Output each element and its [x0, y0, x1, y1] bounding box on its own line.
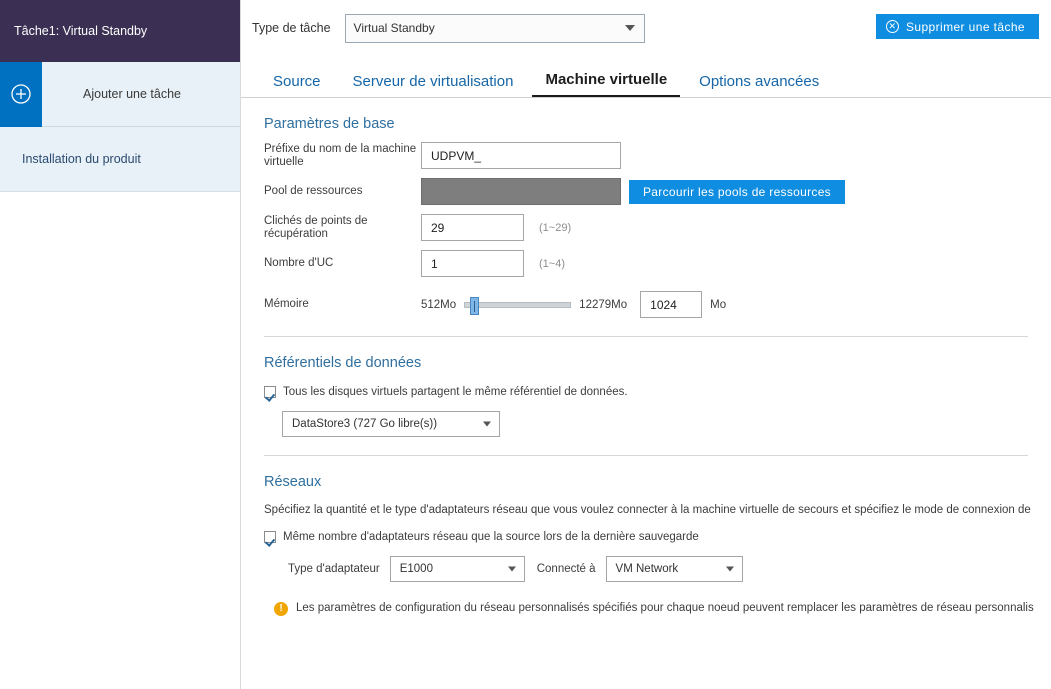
connected-to-select-value: VM Network [615, 563, 679, 575]
adapter-type-select[interactable] [390, 556, 525, 582]
task-type-label: Type de tâche [252, 21, 331, 35]
form-body [241, 98, 1051, 616]
resource-pool-label: Pool de ressources [264, 185, 363, 197]
field-row-memory [241, 291, 1051, 318]
connected-to-select[interactable] [606, 556, 743, 582]
section-title-basic: Paramètres de base [264, 116, 395, 132]
memory-max-label: 12279Mo [579, 298, 628, 311]
snapshots-input[interactable] [421, 214, 524, 241]
adapter-type-select-value: E1000 [399, 563, 433, 575]
browse-resource-pools-button[interactable] [629, 180, 845, 204]
field-row-resource-pool [241, 178, 1051, 205]
snapshots-hint: (1~29) [539, 221, 572, 234]
plus-circle-icon [0, 62, 42, 127]
tab-advanced-options-label: Options avancées [699, 73, 820, 90]
memory-unit-label: Mo [710, 298, 727, 311]
vm-prefix-label: Préfixe du nom de la machine virtuelle [264, 142, 417, 168]
cpu-count-hint: (1~4) [539, 257, 565, 270]
chevron-down-icon [483, 422, 491, 427]
same-adapter-count-checkbox-label: Même nombre d'adaptateurs réseau que la source lors de la dernière sauvegarde [283, 531, 699, 543]
sidebar-item-product-installation-label: Installation du produit [22, 152, 141, 166]
task-type-select-value: Virtual Standby [353, 21, 435, 35]
same-datastore-checkbox-label: Tous les disques virtuels partagent le même référentiel de données. [283, 386, 628, 398]
memory-label: Mémoire [264, 298, 309, 310]
same-datastore-checkbox-row [241, 385, 1051, 399]
delete-task-button-label: Supprimer une tâche [906, 19, 1025, 34]
vm-prefix-input[interactable] [421, 142, 621, 169]
cpu-count-input-value: 1 [431, 256, 438, 271]
main-content [241, 0, 1051, 689]
sidebar-item-add-task[interactable] [0, 62, 240, 127]
sidebar-task-header-label: Tâche1: Virtual Standby [14, 24, 148, 38]
memory-slider[interactable] [464, 302, 571, 308]
connected-to-label: Connecté à [536, 563, 596, 575]
field-row-vm-prefix [241, 142, 1051, 169]
adapter-settings-row [241, 556, 1051, 582]
same-adapter-count-checkbox-row [241, 530, 1051, 544]
warning-icon: ! [274, 602, 288, 616]
memory-min-label: 512Mo [421, 298, 457, 311]
close-circle-icon: ✕ [886, 20, 899, 33]
tab-virtualization-server[interactable] [340, 73, 527, 97]
sidebar [0, 0, 241, 689]
snapshots-label: Clichés de points de récupération [264, 214, 368, 240]
sidebar-task-header[interactable] [0, 0, 240, 62]
tab-source[interactable] [260, 73, 334, 97]
memory-input-value: 1024 [650, 297, 677, 312]
tab-virtual-machine-label: Machine virtuelle [545, 71, 668, 88]
section-title-datastores: Référentiels de données [264, 355, 422, 371]
chevron-down-icon [726, 567, 734, 572]
memory-input[interactable] [640, 291, 702, 318]
adapter-type-label: Type d'adaptateur [288, 563, 380, 575]
tab-source-label: Source [273, 73, 321, 90]
resource-pool-input[interactable] [421, 178, 621, 205]
task-type-select[interactable] [345, 14, 645, 43]
tab-virtualization-server-label: Serveur de virtualisation [352, 73, 514, 90]
delete-task-button[interactable] [876, 14, 1039, 39]
cpu-count-label: Nombre d'UC [264, 257, 334, 269]
cpu-count-input[interactable] [421, 250, 524, 277]
network-warning-text: Les paramètres de configuration du réseau personnalisés spécifiés pour chaque noeud peuvent remplacer les paramètres de réseau personnalis [296, 602, 1034, 614]
field-row-cpu-count [241, 250, 1051, 277]
datastore-select[interactable] [282, 411, 500, 437]
toolbar [241, 0, 1051, 56]
sidebar-item-product-installation[interactable] [0, 127, 240, 192]
datastore-select-value: DataStore3 (727 Go libre(s)) [292, 418, 438, 430]
network-warning [241, 602, 1051, 616]
tab-virtual-machine[interactable] [532, 71, 680, 97]
memory-slider-handle[interactable] [470, 297, 479, 315]
browse-resource-pools-button-label: Parcourir les pools de ressources [643, 184, 831, 199]
field-row-snapshots [241, 214, 1051, 241]
section-title-networks: Réseaux [264, 474, 322, 490]
tab-bar [241, 56, 1051, 98]
chevron-down-icon [625, 25, 635, 31]
tab-advanced-options[interactable] [686, 73, 832, 97]
same-adapter-count-checkbox[interactable] [264, 531, 276, 543]
snapshots-input-value: 29 [431, 220, 445, 235]
chevron-down-icon [508, 567, 516, 572]
sidebar-item-add-task-label: Ajouter une tâche [83, 87, 181, 101]
same-datastore-checkbox[interactable] [264, 386, 276, 398]
networks-description: Spécifiez la quantité et le type d'adaptateurs réseau que vous voulez connecter à la machine virtuelle de secours et spécifiez le mode de connexion de [264, 504, 1031, 516]
vm-prefix-input-value: UDPVM_ [431, 148, 482, 163]
